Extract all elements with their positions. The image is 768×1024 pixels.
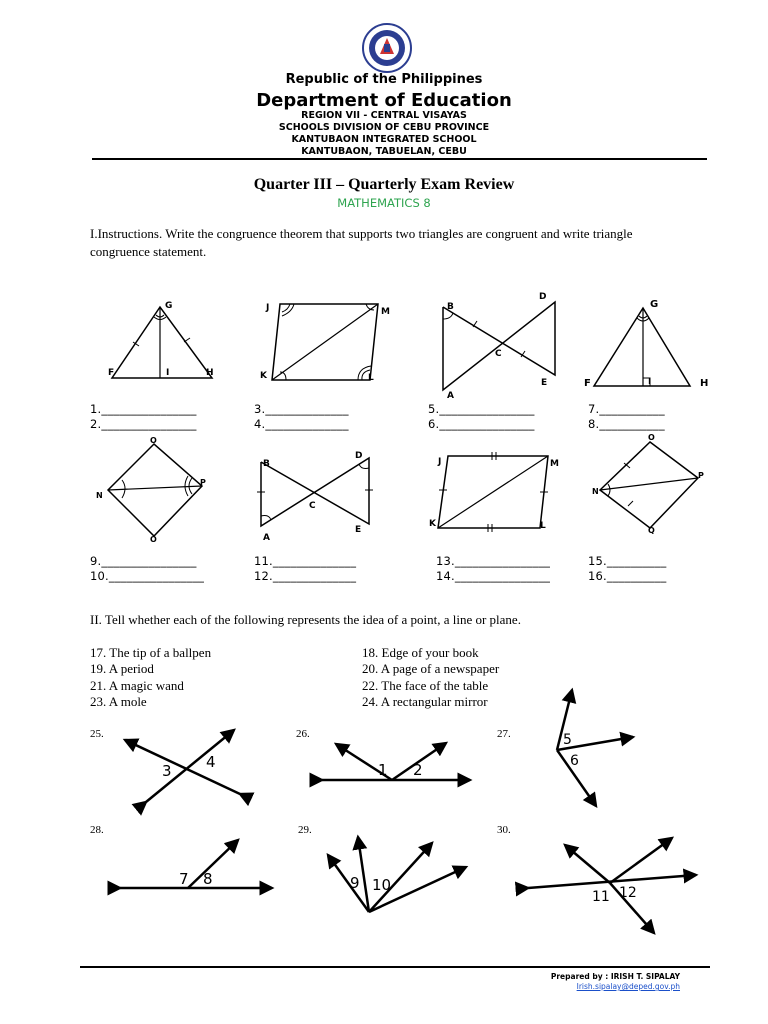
school-line: KANTUBAON INTEGRATED SCHOOL [291, 134, 477, 145]
vertex-label: G [650, 299, 659, 310]
angle-label: 12 [619, 885, 637, 901]
item-20: 20. A page of a newspaper [362, 661, 500, 676]
answer-blank-6[interactable]: 6.________________ [428, 417, 535, 431]
vertex-label: L [540, 521, 546, 531]
vertex-label: J [266, 303, 270, 313]
vertex-label: P [698, 471, 704, 480]
vertex-label: K [260, 371, 267, 381]
vertex-label: C [495, 349, 502, 359]
division-line: SCHOOLS DIVISION OF CEBU PROVINCE [278, 122, 490, 133]
vertex-label: C [309, 501, 316, 511]
vertex-label: K [429, 519, 436, 529]
vertex-label: Q [648, 526, 655, 534]
angle-label: 3 [162, 762, 172, 780]
part2-instructions: II. Tell whether each of the following represents the idea of a point, a line or plane. [90, 612, 521, 627]
vertex-label: I [648, 377, 652, 387]
answer-blank-3[interactable]: 3.______________ [254, 402, 349, 416]
item-25-number: 25. [90, 728, 104, 740]
author-email-link[interactable]: Irish.sipalay@deped.gov.ph [576, 982, 680, 991]
answer-blank-15[interactable]: 15.__________ [588, 554, 667, 568]
item-18: 18. Edge of your book [362, 645, 479, 660]
answer-blank-5[interactable]: 5.________________ [428, 402, 535, 416]
answer-blank-13[interactable]: 13.________________ [436, 554, 551, 568]
republic-heading: Republic of the Philippines [285, 72, 483, 87]
item-29-number: 29. [298, 824, 312, 836]
vertex-label: N [96, 491, 103, 500]
angle-label: 5 [563, 732, 572, 748]
vertex-label: A [447, 391, 454, 399]
vertex-label: B [263, 459, 270, 469]
vertex-label: O [150, 535, 157, 542]
subject-label: MATHEMATICS 8 [337, 196, 431, 210]
vertex-label: H [700, 378, 709, 389]
vertex-label: E [541, 378, 548, 388]
answer-blank-9[interactable]: 9.________________ [90, 554, 197, 568]
vertex-label: M [550, 459, 559, 469]
vertex-label: L [368, 373, 374, 383]
region-line: REGION VII - CENTRAL VISAYAS [301, 110, 467, 121]
item-30-number: 30. [497, 824, 511, 836]
vertex-label: P [200, 478, 206, 487]
item-17: 17. The tip of a ballpen [90, 645, 212, 660]
item-24: 24. A rectangular mirror [362, 694, 488, 709]
angle-label: 11 [592, 889, 610, 905]
answer-blank-10[interactable]: 10.________________ [90, 569, 205, 583]
angle-label: 7 [179, 870, 189, 888]
angle-label: 10 [372, 876, 392, 894]
vertex-label: O [648, 433, 655, 442]
vertex-label: B [447, 302, 454, 312]
vertex-label: G [165, 301, 173, 311]
part1-instructions: I.Instructions. Write the congruence theorem that supports two triangles are congruent and write triangle congruence statement. [90, 226, 633, 259]
vertex-label: F [584, 378, 591, 389]
answer-blank-12[interactable]: 12.______________ [254, 569, 357, 583]
vertex-label: O [150, 436, 157, 445]
address-line: KANTUBAON, TABUELAN, CEBU [301, 146, 467, 157]
item-26-number: 26. [296, 728, 310, 740]
vertex-label: H [206, 368, 214, 378]
item-21: 21. A magic wand [90, 678, 184, 693]
vertex-label: D [355, 451, 363, 461]
angle-label: 9 [350, 874, 360, 892]
answer-blank-16[interactable]: 16.__________ [588, 569, 667, 583]
vertex-label: M [381, 307, 390, 317]
answer-blank-14[interactable]: 14.________________ [436, 569, 551, 583]
angle-label: 2 [413, 761, 423, 779]
footer-divider [80, 966, 710, 968]
item-19: 19. A period [90, 661, 154, 676]
item-28-number: 28. [90, 824, 104, 836]
angle-label: 4 [206, 753, 216, 771]
angle-label: 6 [570, 753, 579, 769]
vertex-label: N [592, 487, 599, 496]
answer-blank-8[interactable]: 8.___________ [588, 417, 665, 431]
item-23: 23. A mole [90, 694, 147, 709]
exam-title: Quarter III – Quarterly Exam Review [253, 176, 515, 193]
vertex-label: I [166, 368, 170, 378]
answer-blank-4[interactable]: 4.______________ [254, 417, 349, 431]
item-22: 22. The face of the table [362, 678, 489, 693]
vertex-label: E [355, 525, 362, 535]
angle-label: 8 [203, 870, 213, 888]
vertex-label: A [263, 533, 270, 542]
prepared-by: Prepared by : IRISH T. SIPALAY [550, 972, 680, 981]
vertex-label: J [438, 457, 442, 467]
item-27-number: 27. [497, 728, 511, 740]
answer-blank-1[interactable]: 1.________________ [90, 402, 197, 416]
answer-blank-7[interactable]: 7.___________ [588, 402, 665, 416]
angle-label: 1 [378, 761, 388, 779]
vertex-label: F [108, 368, 115, 378]
answer-blank-11[interactable]: 11.______________ [254, 554, 357, 568]
answer-blank-2[interactable]: 2.________________ [90, 417, 197, 431]
vertex-label: D [539, 292, 547, 302]
department-heading: Department of Education [256, 90, 512, 111]
